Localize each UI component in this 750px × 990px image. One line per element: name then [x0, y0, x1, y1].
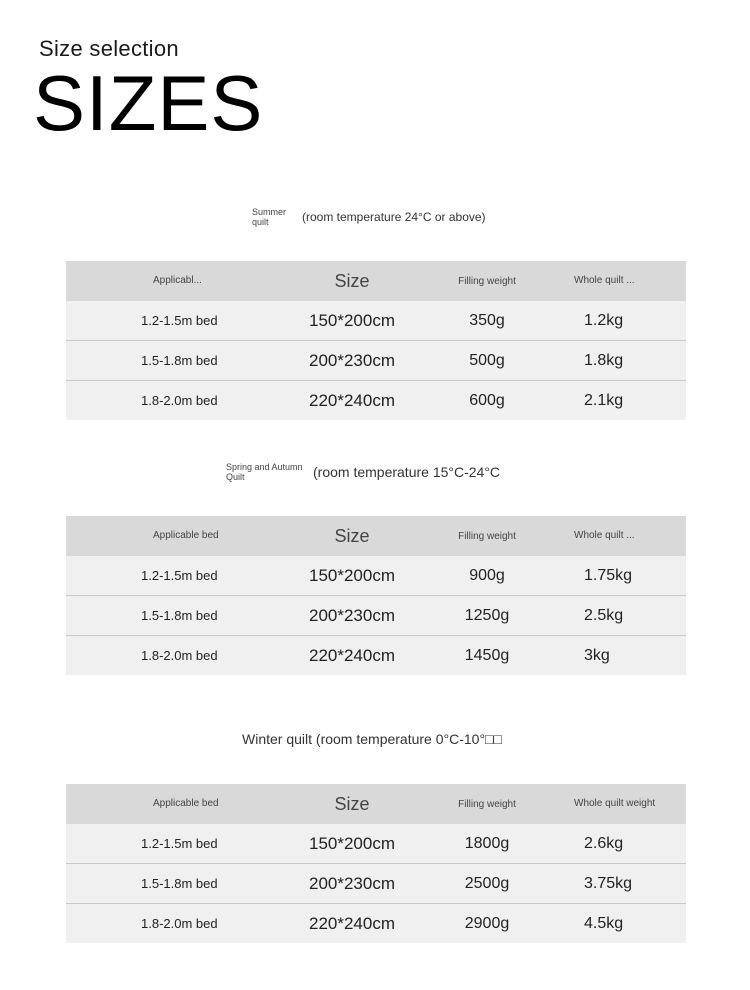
header-filling-weight: Filling weight [412, 516, 562, 556]
cell-filling: 350g [412, 301, 562, 341]
header-applicable-bed: Applicabl... [66, 261, 292, 301]
summer-size-table [66, 261, 686, 420]
page-title: SIZES [33, 59, 264, 147]
header-filling-weight: Filling weight [412, 261, 562, 301]
table-row [66, 596, 686, 636]
cell-bed: 1.8-2.0m bed [66, 904, 292, 944]
header-whole-quilt-weight: Whole quilt ... [562, 261, 686, 301]
header-applicable-bed: Applicable bed [66, 516, 292, 556]
cell-size: 200*230cm [292, 864, 412, 904]
cell-bed: 1.5-1.8m bed [66, 341, 292, 381]
cell-filling: 1800g [412, 824, 562, 864]
cell-whole: 2.6kg [562, 824, 686, 864]
cell-bed: 1.8-2.0m bed [66, 381, 292, 421]
header-whole-quilt-weight: Whole quilt weight [562, 784, 686, 824]
cell-bed: 1.8-2.0m bed [66, 636, 292, 676]
cell-size: 150*200cm [292, 824, 412, 864]
spring-autumn-caption [226, 462, 500, 482]
cell-bed: 1.2-1.5m bed [66, 824, 292, 864]
table-row [66, 341, 686, 381]
cell-whole: 4.5kg [562, 904, 686, 944]
header-whole-quilt-weight: Whole quilt ... [562, 516, 686, 556]
cell-whole: 1.8kg [562, 341, 686, 381]
cell-filling: 600g [412, 381, 562, 421]
cell-filling: 2900g [412, 904, 562, 944]
cell-size: 200*230cm [292, 596, 412, 636]
header-filling-weight: Filling weight [412, 784, 562, 824]
table-row [66, 636, 686, 676]
table-row [66, 556, 686, 596]
caption-text: (room temperature 24°C or above) [302, 210, 486, 224]
cell-size: 150*200cm [292, 556, 412, 596]
cell-whole: 1.75kg [562, 556, 686, 596]
cell-filling: 1250g [412, 596, 562, 636]
cell-bed: 1.5-1.8m bed [66, 864, 292, 904]
table-header-row [66, 261, 686, 301]
cell-filling: 2500g [412, 864, 562, 904]
cell-bed: 1.5-1.8m bed [66, 596, 292, 636]
winter-size-table [66, 784, 686, 943]
header-size: Size [292, 261, 412, 301]
winter-caption [242, 731, 502, 747]
summer-caption [252, 207, 486, 227]
cell-filling: 500g [412, 341, 562, 381]
cell-size: 220*240cm [292, 636, 412, 676]
caption-text: Winter quilt (room temperature 0°C-10°□□ [242, 731, 502, 747]
cell-filling: 1450g [412, 636, 562, 676]
table-row [66, 824, 686, 864]
table-row [66, 904, 686, 944]
cell-whole: 2.5kg [562, 596, 686, 636]
table-header-row [66, 784, 686, 824]
header-size: Size [292, 784, 412, 824]
caption-text: (room temperature 15°C-24°C [313, 464, 501, 480]
header-size: Size [292, 516, 412, 556]
cell-whole: 1.2kg [562, 301, 686, 341]
table-row [66, 301, 686, 341]
cell-whole: 3.75kg [562, 864, 686, 904]
table-row [66, 381, 686, 421]
caption-label: Summer quilt [252, 207, 287, 227]
table-row [66, 864, 686, 904]
cell-size: 220*240cm [292, 381, 412, 421]
cell-size: 220*240cm [292, 904, 412, 944]
cell-bed: 1.2-1.5m bed [66, 556, 292, 596]
cell-filling: 900g [412, 556, 562, 596]
cell-size: 150*200cm [292, 301, 412, 341]
header-applicable-bed: Applicable bed [66, 784, 292, 824]
cell-size: 200*230cm [292, 341, 412, 381]
table-header-row [66, 516, 686, 556]
cell-whole: 2.1kg [562, 381, 686, 421]
caption-label: Spring and Autumn Quilt [226, 462, 303, 482]
cell-whole: 3kg [562, 636, 686, 676]
cell-bed: 1.2-1.5m bed [66, 301, 292, 341]
spring-autumn-size-table [66, 516, 686, 675]
page-subtitle: Size selection [39, 36, 179, 61]
